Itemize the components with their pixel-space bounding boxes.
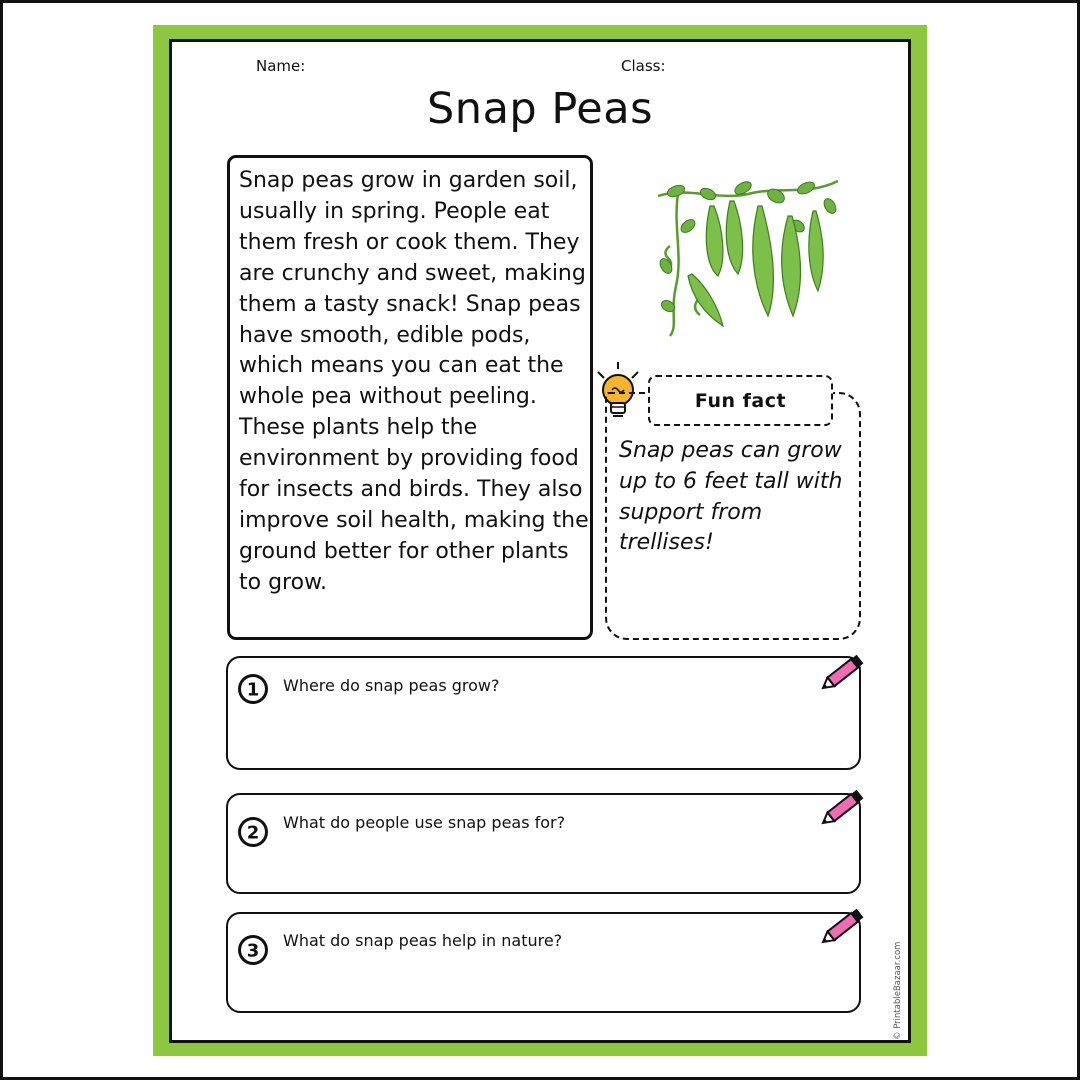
question-2-text: What do people use snap peas for? [283,813,566,832]
question-3-answer-box[interactable] [226,912,861,1013]
number-1-badge-icon [237,673,269,705]
pencil-icon [818,904,868,950]
pencil-icon [818,650,868,696]
question-3-text: What do snap peas help in nature? [283,931,563,950]
pencil-icon [818,785,868,831]
copyright-text: © PrintableBazaar.com [893,941,903,1040]
class-label: Class: [621,57,666,75]
question-3-number: 3 [246,940,260,962]
question-2-answer-box[interactable] [226,793,861,894]
question-2-number: 2 [246,822,260,844]
fun-fact-text: Snap peas can grow up to 6 feet tall with support from trellises! [619,438,843,556]
name-label: Name: [256,57,306,75]
number-3-badge-icon [237,934,269,966]
fun-fact-label: Fun fact [648,375,833,426]
reading-passage-text: Snap peas grow in garden soil, usually in spring. People eat them fresh or cook them. They are crunchy and sweet, making them a tasty snack! Snap peas have smooth, edible pods, which means you can eat the whole pea without peeling. These plants help the environment by providing food for insects and birds. They also improve soil health, making the ground better for other plants to grow. [239,168,589,595]
pea-vine-illustration [648,166,848,346]
number-2-badge-icon [237,816,269,848]
question-1-text: Where do snap peas grow? [283,676,500,695]
reading-passage-box [227,155,593,640]
worksheet-title: Snap Peas [427,84,653,134]
question-1-answer-box[interactable] [226,656,861,770]
question-1-number: 1 [246,679,260,701]
